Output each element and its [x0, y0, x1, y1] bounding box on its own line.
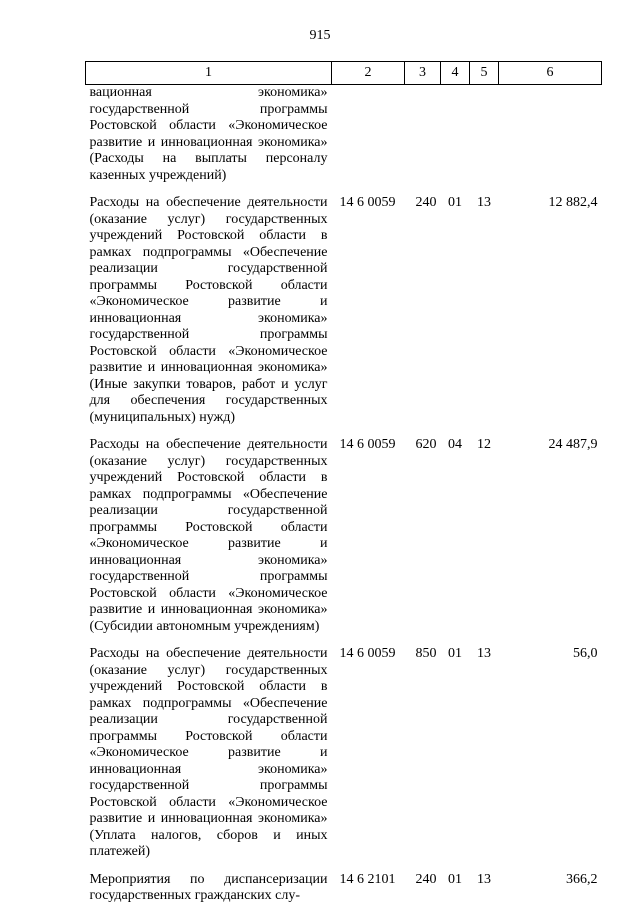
- header-col-5: 5: [470, 62, 499, 85]
- row-section: [441, 85, 470, 196]
- table-row: [86, 85, 602, 196]
- row-expense-type: 240: [415, 871, 437, 887]
- row-expense-type: 620: [415, 437, 437, 452]
- row-target-code: 14 6 2101: [339, 871, 396, 887]
- table-body: [86, 85, 602, 916]
- row-section: 01: [448, 646, 462, 661]
- table-row: [86, 195, 602, 437]
- row-subsection: [470, 85, 499, 196]
- row-amount: 56,0: [573, 646, 598, 661]
- row-section: 01: [448, 871, 462, 887]
- row-expense-type: 850: [415, 646, 437, 661]
- header-col-6: 6: [499, 62, 602, 85]
- row-description: Мероприятия по диспансеризации государственных гражданских слу-: [89, 871, 328, 903]
- header-col-4: 4: [441, 62, 470, 85]
- row-description: Расходы на обеспечение деятельности (оказание услуг) государственных учреждений Ростовской области в рамках подпрограммы «Обеспечение реализации государственной программы Ростовской области «Экономическое развитие и инновационная экономика» государственной программы Ростовской области «Экономическое развитие и инновационная экономика» (Субсидии автономным учреждениям): [89, 437, 328, 634]
- row-expense-type: 240: [415, 195, 437, 210]
- header-col-1: 1: [86, 62, 332, 85]
- row-target-code: [332, 85, 405, 196]
- row-amount: 12 882,4: [548, 195, 598, 210]
- row-amount: [499, 85, 602, 196]
- row-description: вационная экономика» государственной программы Ростовской области «Экономическое развитие и инновационная экономика» (Расходы на выплаты персоналу казенных учреждений): [89, 85, 328, 183]
- page-number: 915: [309, 28, 331, 43]
- row-target-code: 14 6 0059: [339, 437, 396, 452]
- row-subsection: 13: [477, 646, 491, 661]
- row-amount: 24 487,9: [548, 437, 598, 452]
- row-amount: 366,2: [566, 871, 598, 887]
- header-col-3: 3: [405, 62, 441, 85]
- row-subsection: 12: [477, 437, 491, 452]
- table-row: [86, 437, 602, 646]
- row-subsection: 13: [477, 871, 491, 887]
- row-description: Расходы на обеспечение деятельности (оказание услуг) государственных учреждений Ростовской области в рамках подпрограммы «Обеспечение реализации государственной программы Ростовской области «Экономическое развитие и инновационная экономика» государственной программы Ростовской области «Экономическое развитие и инновационная экономика» (Уплата налогов, сборов и иных платежей): [89, 646, 328, 859]
- row-target-code: 14 6 0059: [339, 646, 396, 661]
- row-subsection: 13: [477, 195, 491, 210]
- table-header: [86, 62, 602, 85]
- header-row: [86, 62, 602, 85]
- row-section: 01: [448, 195, 462, 210]
- table-row: [86, 646, 602, 872]
- row-target-code: 14 6 0059: [339, 195, 396, 210]
- row-description: Расходы на обеспечение деятельности (оказание услуг) государственных учреждений Ростовской области в рамках подпрограммы «Обеспечение реализации государственной программы Ростовской области «Экономическое развитие и инновационная экономика» государственной программы Ростовской области «Экономическое развитие и инновационная экономика» (Иные закупки товаров, работ и услуг для обеспечения государственных (муниципальных) нужд): [89, 195, 328, 425]
- row-expense-type: [405, 85, 441, 196]
- table-row: [86, 872, 602, 916]
- header-col-2: 2: [332, 62, 405, 85]
- budget-table: [85, 61, 602, 916]
- row-section: 04: [448, 437, 462, 452]
